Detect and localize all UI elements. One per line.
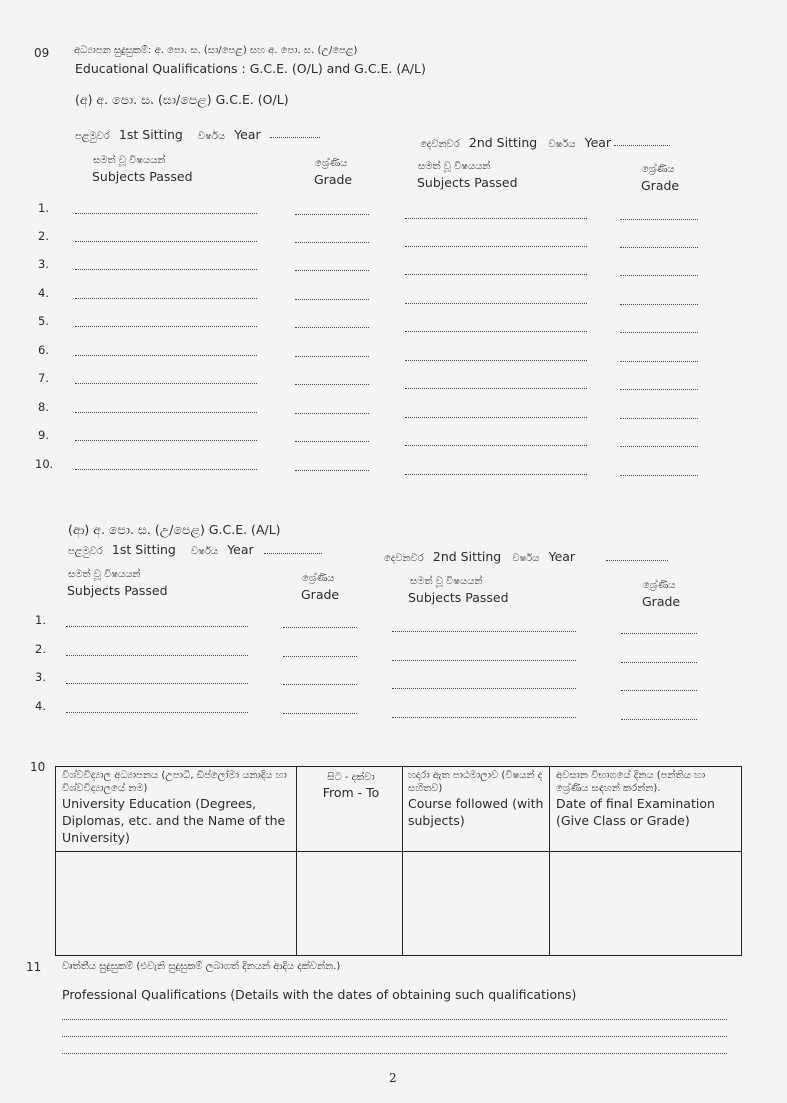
section-09-title-sinhala: අධ්‍යාපන සුදුසුකම්: අ. පො. ස. (සා/පෙළ) සහ අ. පො. ස. (උ/පෙළ) [74, 45, 358, 56]
ol-grade-field[interactable] [295, 327, 369, 328]
ol-second-year-field[interactable] [614, 145, 670, 146]
ol-subject-field[interactable] [75, 298, 257, 299]
al-grade-field[interactable] [283, 713, 357, 714]
al-subjects-header-en-2: Subjects Passed [408, 590, 509, 605]
course-cell[interactable] [403, 852, 549, 956]
ol-row-number: 5. [38, 314, 49, 328]
ol-second-year-si: වර්ෂය [548, 139, 576, 150]
ol-grade-field[interactable] [295, 356, 369, 357]
section-09-number: 09 [34, 46, 50, 60]
al-subject-field[interactable] [392, 660, 576, 661]
ol-subject-field[interactable] [405, 474, 587, 475]
al-second-year-si: වර්ෂය [512, 553, 540, 564]
al-grade-header-en-1: Grade [301, 587, 340, 602]
ol-first-year-en: Year [234, 127, 261, 142]
ol-grade-field[interactable] [620, 418, 698, 419]
al-second-sitting-en: 2nd Sitting [432, 549, 502, 564]
ol-row-number: 8. [38, 400, 49, 414]
ol-subject-field[interactable] [75, 241, 257, 242]
ol-grade-header-en-1: Grade [314, 172, 353, 187]
al-first-sitting-si: පළමුවර [68, 546, 103, 557]
university-education-table [55, 766, 742, 956]
al-subject-field[interactable] [392, 717, 576, 718]
col-university-education-header [62, 769, 294, 846]
col-from-to-en: From - To [322, 785, 380, 800]
final-exam-cell[interactable] [550, 852, 742, 956]
ol-subject-field[interactable] [75, 412, 257, 413]
ol-subject-field[interactable] [405, 417, 587, 418]
col-final-exam-si: අවසාන විභාගයේ දිනය (පන්තිය හා ශ්‍රේණිය සඳහන් කරන්න). [556, 770, 706, 794]
ol-subjects-header-en-2: Subjects Passed [417, 175, 518, 190]
ol-grade-field[interactable] [295, 470, 369, 471]
ol-subject-field[interactable] [405, 360, 587, 361]
al-first-year-field[interactable] [264, 553, 322, 554]
university-name-cell[interactable] [56, 852, 296, 956]
al-grade-field[interactable] [283, 656, 357, 657]
ol-grade-field[interactable] [620, 304, 698, 305]
from-to-cell[interactable] [297, 852, 402, 956]
ol-subject-field[interactable] [405, 246, 587, 247]
ol-grade-field[interactable] [295, 299, 369, 300]
al-grade-header-si-1: ශ්‍රේණිය [302, 573, 335, 584]
page-number: 2 [389, 1071, 397, 1085]
ol-first-year-field[interactable] [270, 137, 320, 138]
ol-second-sitting-si: දෙවනවර [420, 139, 460, 150]
ol-second-year-en: Year [584, 135, 612, 150]
al-row-number: 1. [35, 613, 46, 627]
al-grade-field[interactable] [621, 633, 697, 634]
ol-grade-field[interactable] [620, 275, 698, 276]
ol-grade-field[interactable] [620, 389, 698, 390]
al-subject-field[interactable] [392, 688, 576, 689]
col-final-exam-header [556, 769, 740, 829]
al-grade-field[interactable] [283, 684, 357, 685]
al-first-year-si: වර්ෂය [190, 546, 219, 557]
al-second-year-en: Year [548, 549, 576, 564]
ol-subject-field[interactable] [405, 331, 587, 332]
section-11-number: 11 [26, 960, 42, 974]
ol-grade-header-si-2: ශ්‍රේණිය [642, 164, 675, 175]
al-grade-field[interactable] [621, 662, 697, 663]
ol-grade-header-en-2: Grade [641, 178, 680, 193]
al-grade-field[interactable] [283, 627, 357, 628]
ol-grade-field[interactable] [620, 361, 698, 362]
professional-qualifications-line[interactable] [62, 1053, 727, 1054]
al-subjects-header-en-1: Subjects Passed [67, 583, 168, 598]
ol-grade-field[interactable] [295, 242, 369, 243]
ol-grade-field[interactable] [620, 247, 698, 248]
ol-subject-field[interactable] [75, 469, 257, 470]
section-11-title-sinhala: වෘත්තීය සුදුසුකම් (එවැනි සුදුසුකම් ලබාගත් දිනයන් ආදිය දක්වන්න.) [62, 961, 341, 972]
ol-heading: (අ) අ. පො. ස. (සා/පෙළ) G.C.E. (O/L) [75, 92, 289, 107]
ol-first-sitting-si: පළමුවර [75, 131, 110, 142]
ol-first-year-si: වර්ෂය [197, 131, 226, 142]
ol-grade-field[interactable] [620, 475, 698, 476]
al-heading: (ආ) අ. පො. ස. (උ/පෙළ) G.C.E. (A/L) [68, 522, 281, 537]
ol-row-number: 1. [38, 201, 49, 215]
ol-row-number: 4. [38, 286, 49, 300]
ol-subjects-header-si-2: සමත් වූ විෂයයන් [418, 161, 491, 172]
al-first-sitting [68, 539, 254, 558]
al-first-sitting-en: 1st Sitting [111, 542, 176, 557]
ol-grade-field[interactable] [295, 270, 369, 271]
col-course-header [408, 769, 546, 829]
al-row-number: 4. [35, 699, 46, 713]
ol-grade-field[interactable] [295, 214, 369, 215]
al-second-year-field[interactable] [606, 560, 668, 561]
col-university-education-si: විශ්වවිද්‍යාල අධ්‍යාපනය (උපාධි, ඩිප්ලෝමා යනාදිය හා විශ්වවිද්‍යාලයේ නම) [62, 770, 287, 794]
al-subject-field[interactable] [66, 683, 248, 684]
professional-qualifications-line[interactable] [62, 1019, 727, 1020]
ol-grade-header-si-1: ශ්‍රේණිය [315, 158, 348, 169]
al-first-year-en: Year [227, 542, 254, 557]
al-subject-field[interactable] [66, 712, 248, 713]
ol-grade-field[interactable] [295, 441, 369, 442]
ol-row-number: 6. [38, 343, 49, 357]
ol-subject-field[interactable] [75, 326, 257, 327]
ol-subject-field[interactable] [75, 355, 257, 356]
section-09-title-english: Educational Qualifications : G.C.E. (O/L) and G.C.E. (A/L) [75, 61, 426, 76]
ol-subject-field[interactable] [75, 213, 257, 214]
ol-subject-field[interactable] [75, 383, 257, 384]
col-from-to-header [304, 771, 398, 801]
ol-grade-field[interactable] [620, 219, 698, 220]
ol-subject-field[interactable] [405, 445, 587, 446]
al-grade-field[interactable] [621, 719, 697, 720]
ol-second-sitting [420, 132, 611, 151]
ol-grade-field[interactable] [620, 446, 698, 447]
al-subject-field[interactable] [66, 626, 248, 627]
ol-row-number: 9. [38, 428, 49, 442]
al-grade-header-si-2: ශ්‍රේණිය [643, 580, 676, 591]
al-subjects-header-si-1: සමත් වූ විෂයයන් [68, 569, 141, 580]
ol-subject-field[interactable] [405, 274, 587, 275]
ol-subject-field[interactable] [405, 388, 587, 389]
ol-subject-field[interactable] [405, 303, 587, 304]
ol-grade-field[interactable] [295, 413, 369, 414]
col-course-si: හදාරා ඇත පාඨමාලාව (විෂයන් ද සහිතව) [408, 770, 543, 794]
ol-row-number: 2. [38, 229, 49, 243]
col-course-en: Course followed (with subjects) [408, 796, 544, 828]
al-subject-field[interactable] [392, 631, 576, 632]
ol-subjects-header-si-1: සමත් වූ විෂයයන් [93, 155, 166, 166]
ol-grade-field[interactable] [295, 384, 369, 385]
al-subject-field[interactable] [66, 655, 248, 656]
col-university-education-en: University Education (Degrees, Diplomas, etc. and the Name of the University) [62, 796, 286, 845]
ol-second-sitting-en: 2nd Sitting [468, 135, 538, 150]
ol-subjects-header-en-1: Subjects Passed [92, 169, 193, 184]
ol-row-number: 10. [35, 457, 54, 471]
al-second-sitting [384, 546, 575, 565]
al-subjects-header-si-2: සමත් වූ විෂයයන් [410, 576, 483, 587]
al-grade-header-en-2: Grade [642, 594, 681, 609]
section-10-number: 10 [30, 760, 46, 774]
ol-first-sitting-en: 1st Sitting [118, 127, 183, 142]
professional-qualifications-line[interactable] [62, 1036, 727, 1037]
col-from-to-si: සිට - දක්වා [327, 772, 375, 783]
ol-subject-field[interactable] [405, 218, 587, 219]
ol-row-number: 3. [38, 257, 49, 271]
col-final-exam-en: Date of final Examination (Give Class or Grade) [556, 796, 715, 828]
ol-row-number: 7. [38, 371, 49, 385]
section-11-title-english: Professional Qualifications (Details with the dates of obtaining such qualifications) [62, 987, 577, 1002]
al-row-number: 3. [35, 670, 46, 684]
ol-grade-field[interactable] [620, 332, 698, 333]
ol-subject-field[interactable] [75, 440, 257, 441]
al-second-sitting-si: දෙවනවර [384, 553, 424, 564]
al-grade-field[interactable] [621, 690, 697, 691]
ol-subject-field[interactable] [75, 269, 257, 270]
al-row-number: 2. [35, 642, 46, 656]
ol-first-sitting [75, 124, 261, 143]
